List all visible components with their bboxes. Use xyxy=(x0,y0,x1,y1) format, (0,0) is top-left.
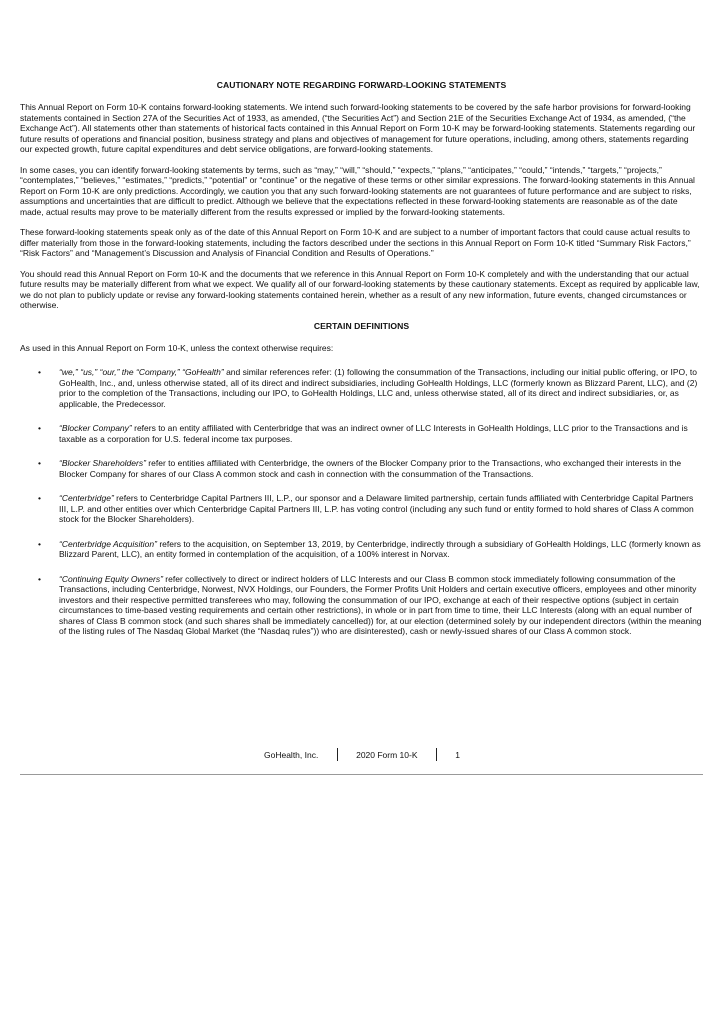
cautionary-paragraph: These forward-looking statements speak only as of the date of this Annual Report on Form 10-K and are subject to a number of important factors that could cause actual results to differ materially from those in the forward-looking statements, including the factors described under the sections in this Annual Report on Form 10-K titled “Summary Risk Factors,” “Risk Factors” and “Management’s Discussion and Analysis of Financial Condition and Results of Operations.” xyxy=(20,227,691,258)
footer-page-number: 1 xyxy=(455,750,460,760)
definition-text: refers to an entity affiliated with Centerbridge that was an indirect owner of LLC Interests in GoHealth Holdings, LLC prior to the Transactions and is taxable as a corporation for U.S. federal income tax purposes. xyxy=(59,423,688,444)
footer-separator xyxy=(436,748,437,761)
definition-text: refers to Centerbridge Capital Partners III, L.P., our sponsor and a Delaware limited partnership, certain funds affiliated with Centerbridge Capital Partners III, L.P. and other entities over which Centerbridge Capital Partners III, L.P. has voting control (including any such fund or entity formed to hold shares of Class A common stock for the Blocker Shareholders). xyxy=(59,493,694,524)
bullet-icon: • xyxy=(38,538,41,549)
document-page xyxy=(20,80,703,651)
definition-item xyxy=(20,539,703,560)
definition-item xyxy=(20,574,703,637)
cautionary-paragraph: This Annual Report on Form 10-K contains forward-looking statements. We intend such forward-looking statements to be covered by the safe harbor provisions for forward-looking statements contained in Section 27A of the Securities Act of 1933, as amended, (“the Securities Act”) and Section 21E of the Securities Exchange Act of 1934, as amended, (“the Exchange Act”). All statements other than statements of historical facts contained in this Annual Report on Form 10-K may be forward-looking statements. Statements regarding our future results of operations and financial position, business strategy and plans and objectives of management for future operations, including, among others, statements regarding our expected growth, future capital expenditures and debt service obligations, are forward-looking statements. xyxy=(20,102,696,154)
definition-item xyxy=(20,493,703,525)
certain-definitions-heading: CERTAIN DEFINITIONS xyxy=(313,320,410,331)
cautionary-paragraph: You should read this Annual Report on Form 10-K and the documents that we reference in this Annual Report on Form 10-K completely and with the understanding that our actual future results may be materially different from what we expect. We qualify all of our forward-looking statements by these cautionary statements. Except as required by applicable law, we do not plan to publicly update or revise any forward-looking statements contained herein, whether as a result of any new information, future events, changed circumstances or otherwise. xyxy=(20,268,700,310)
definition-item xyxy=(20,423,703,444)
bullet-icon: • xyxy=(38,493,41,503)
footer-company: GoHealth, Inc. xyxy=(264,750,319,760)
bullet-icon: • xyxy=(38,458,41,468)
definitions-list xyxy=(20,367,703,637)
definition-text: refer collectively to direct or indirect holders of LLC Interests and our Class B common stock immediately following consummation of the Transactions, including Centerbridge, Norwest, NVX Holdings, our Founders, the Former Profits Unit Holders and certain executive officers, employees and other minority investors and their respective permitted transferees who may, following the consummation of our IPO, exchange at each of their respective options (subject in certain circumstances to time-based vesting requirements and certain other restrictions), in whole or in part from time to time, their LLC Interests (along with an equal number of shares of Class B common stock (and such shares shall be immediately cancelled)) for, at our election (determined solely by our independent directors (within the meaning of the listing rules of The Nasdaq Global Market (the “Nasdaq rules”)) who are disinterested), cash or newly-issued shares of our Class A common stock. xyxy=(59,573,702,636)
definition-text: refer to entities affiliated with Centerbridge, the owners of the Blocker Company prior to the Transactions, who exchanged their interests in the Blocker Company for shares of our Class A common stock and cash in connection with the consummation of the Transactions. xyxy=(59,458,682,479)
footer-rule xyxy=(20,774,703,775)
definition-term: “Centerbridge Acquisition” xyxy=(59,538,157,549)
definitions-intro: As used in this Annual Report on Form 10-K, unless the context otherwise requires: xyxy=(20,342,334,353)
footer-form: 2020 Form 10-K xyxy=(356,750,418,760)
bullet-icon: • xyxy=(38,423,41,433)
definition-text: refers to the acquisition, on September 13, 2019, by Centerbridge, indirectly through a subsidiary of GoHealth Holdings, LLC (formerly known as Blizzard Parent, LLC), an entity formed in contemplation of the acquisition, of a 100% interest in Norvax. xyxy=(59,538,701,559)
definition-item xyxy=(20,458,703,479)
bullet-icon: • xyxy=(38,367,41,377)
cautionary-note-heading: CAUTIONARY NOTE REGARDING FORWARD-LOOKING STATEMENTS xyxy=(216,80,507,90)
bullet-icon: • xyxy=(38,573,41,584)
page-footer xyxy=(0,748,724,761)
footer-separator xyxy=(337,748,338,761)
definition-term: “Centerbridge” xyxy=(59,493,114,503)
definition-item xyxy=(20,367,703,409)
definition-text: and similar references refer: (1) following the consummation of the Transactions, including our initial public offering, or IPO, to GoHealth, Inc., and, unless otherwise stated, all of its direct and indirect subsidiaries, including GoHealth Holdings, LLC (formerly known as Blizzard Parent, LLC), and (2) prior to the completion of the Transactions, including our IPO, to GoHealth Holdings, LLC and, unless otherwise stated, all of its direct and indirect subsidiaries, or, as applicable, the Predecessor. xyxy=(59,367,698,409)
cautionary-paragraph: In some cases, you can identify forward-looking statements by terms, such as “may,” “will,” “should,” “expects,” “plans,” “anticipates,” “could,” “intends,” “targets,” “projects,” “contemplates,” “believes,” “estimates,” “predicts,” “potential” or “continue” or the negative of these terms or other similar expressions. The forward-looking statements in this Annual Report on Form 10-K are only predictions. Accordingly, we caution you that any such forward-looking statements are not guarantees of future performance and are subject to risks, assumptions and uncertainties that are difficult to predict. Although we believe that the expectations reflected in these forward-looking statements are reasonable as of the date made, actual results may prove to be materially different from the results expressed or implied by the forward-looking statements. xyxy=(20,164,695,217)
definition-term: “Blocker Shareholders” xyxy=(59,458,146,468)
definition-term: “we,” “us,” “our,” the “Company,” “GoHealth” xyxy=(59,367,224,377)
definition-term: “Blocker Company” xyxy=(59,423,132,433)
definition-term: “Continuing Equity Owners” xyxy=(59,573,163,584)
